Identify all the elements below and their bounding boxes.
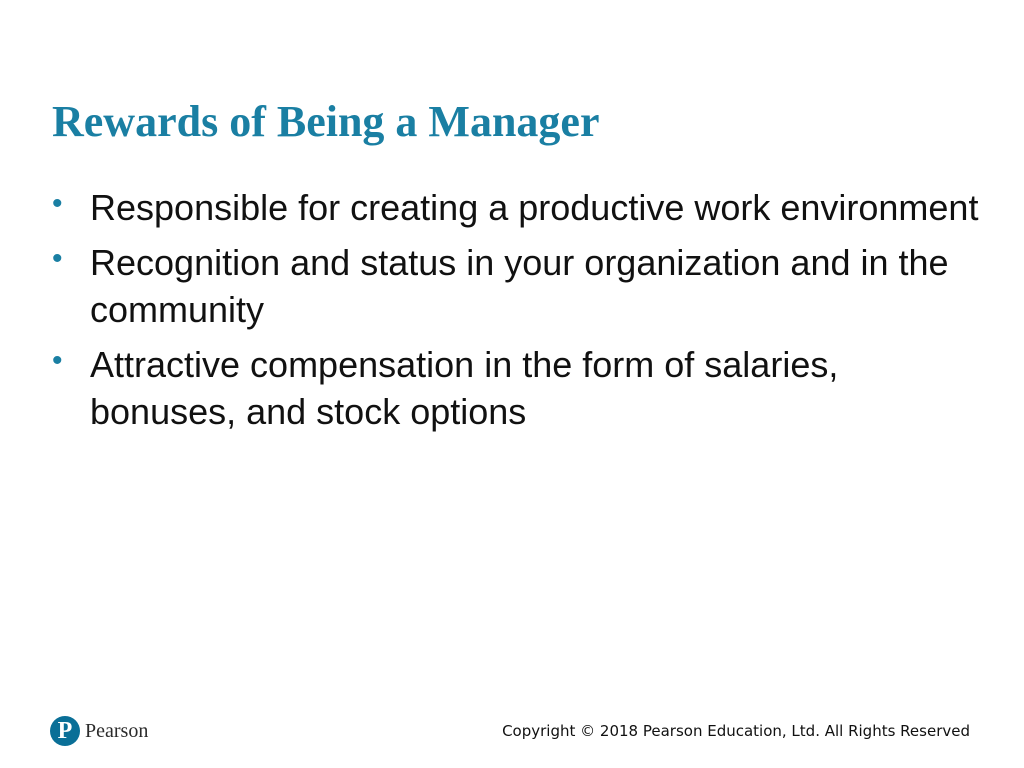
pearson-wordmark: Pearson [85, 720, 149, 742]
bullet-item [52, 341, 992, 435]
pearson-logo-icon: P [50, 716, 80, 746]
bullet-dot-icon: • [52, 344, 63, 377]
bullet-dot-icon: • [52, 187, 63, 220]
bullet-text: Recognition and status in your organization and in the community [90, 242, 949, 330]
bullet-text: Responsible for creating a productive work environment [90, 187, 979, 228]
slide-title: Rewards of Being a Manager [52, 97, 600, 146]
bullet-list [52, 184, 992, 443]
pearson-logo [50, 715, 148, 747]
copyright-notice: Copyright © 2018 Pearson Education, Ltd. All Rights Reserved [502, 722, 970, 740]
bullet-text: Attractive compensation in the form of salaries, bonuses, and stock options [90, 344, 839, 432]
bullet-dot-icon: • [52, 242, 63, 275]
bullet-item [52, 239, 992, 333]
bullet-item [52, 184, 992, 231]
